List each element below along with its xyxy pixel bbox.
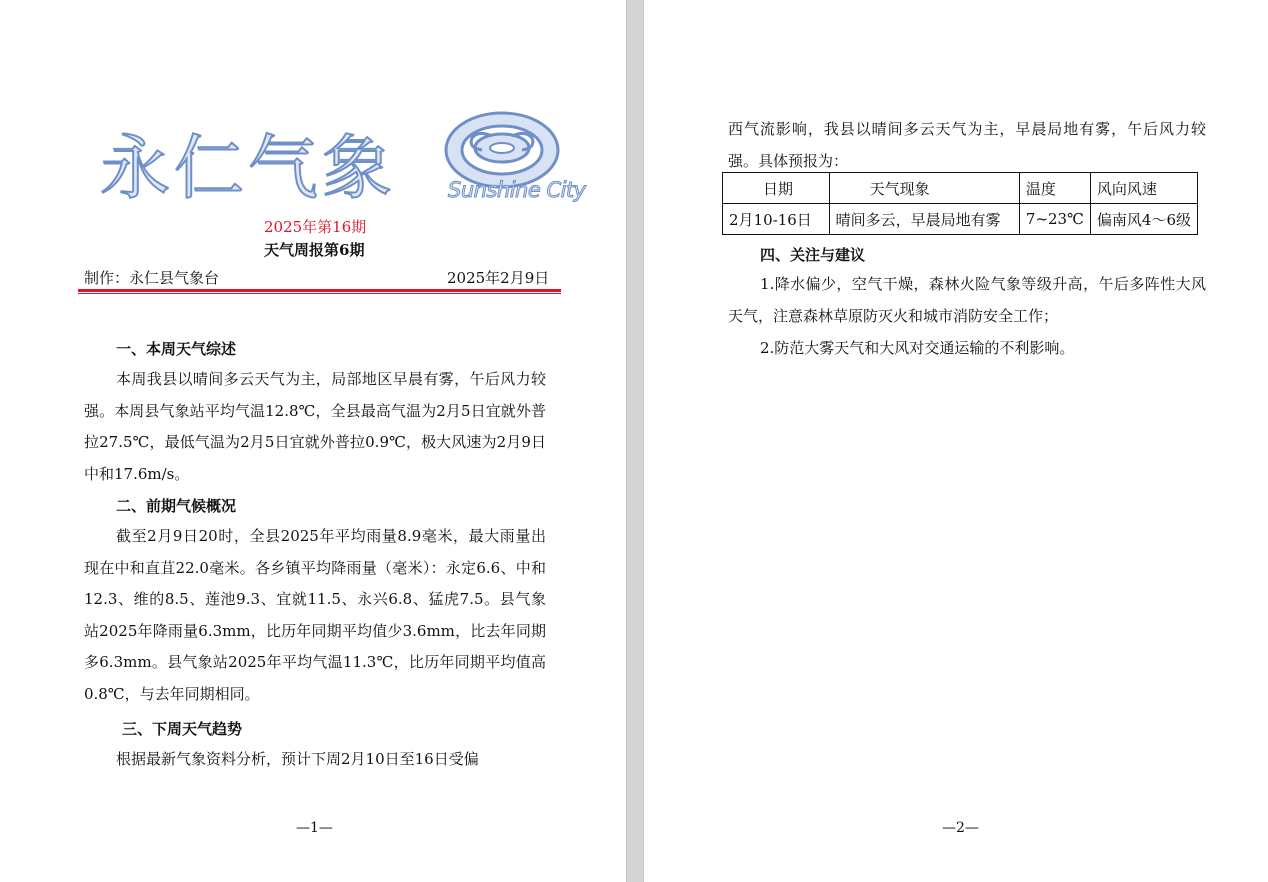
page-number: —1— [296, 820, 333, 836]
table-row [723, 204, 1198, 235]
section-4-heading: 四、关注与建议 [760, 246, 866, 264]
header-divider-thin [78, 293, 561, 294]
maker-label: 制作：永仁县气象台 [84, 269, 220, 287]
advice-item-1: 1.降水偏少，空气干燥，森林火险气象等级升高，午后多阵性大风天气，注意森林草原防灭火和城市消防安全工作； [728, 275, 1206, 325]
table-header-cell: 风向风速 [1090, 173, 1197, 204]
section-3-heading: 三、下周天气趋势 [122, 720, 243, 738]
document-page-2 [644, 0, 1268, 882]
document-page-1 [0, 0, 626, 882]
table-header-cell: 天气现象 [829, 173, 1019, 204]
table-header-cell: 温度 [1019, 173, 1090, 204]
forecast-table [722, 172, 1198, 235]
table-cell: 偏南风4～6级 [1090, 204, 1197, 235]
header-divider [78, 289, 561, 292]
page-gutter [626, 0, 644, 882]
section-2-body: 截至2月9日20时，全县2025年平均雨量8.9毫米，最大雨量出现在中和直苴22.0毫米。各乡镇平均降雨量（毫米）：永定6.6、中和12.3、维的8.5、莲池9.3、宜就11.5、永兴6.8、猛虎7.5。县气象站2025年降雨量6.3mm，比历年同期平均值少3.6mm，比去年同期多6.3mm。县气象站2025年平均气温11.3℃，比历年同期平均值高0.8℃，与去年同期相同。 [84, 527, 546, 703]
section-1-heading: 一、本周天气综述 [116, 340, 237, 358]
report-subtitle: 天气周报第6期 [264, 241, 365, 259]
advice-item-2: 2.防范大雾天气和大风对交通运输的不利影响。 [760, 339, 1075, 357]
table-cell: 晴间多云，早晨局地有雾 [829, 204, 1019, 235]
logo-title: 永仁气象 [100, 127, 396, 209]
issue-number: 2025年第16期 [264, 218, 367, 236]
section-2-heading: 二、前期气候概况 [116, 497, 237, 515]
table-cell: 7~23℃ [1019, 204, 1090, 235]
page-number: —2— [942, 820, 979, 836]
section-3-body: 根据最新气象资料分析，预计下周2月10日至16日受偏 [116, 750, 479, 768]
section-1-body: 本周我县以晴间多云天气为主，局部地区早晨有雾，午后风力较强。本周县气象站平均气温12.8℃，全县最高气温为2月5日宜就外普拉27.5℃，最低气温为2月5日宜就外普拉0.9℃，极大风速为2月9日中和17.6m/s。 [84, 370, 546, 483]
table-header-cell: 日期 [723, 173, 830, 204]
report-date: 2025年2月9日 [447, 269, 550, 287]
table-cell: 2月10-16日 [723, 204, 830, 235]
continued-text: 西气流影响，我县以晴间多云天气为主，早晨局地有雾，午后风力较强。具体预报为： [728, 120, 1206, 170]
table-header-row [723, 173, 1198, 204]
logo-subtitle: Sunshine City [448, 178, 586, 202]
